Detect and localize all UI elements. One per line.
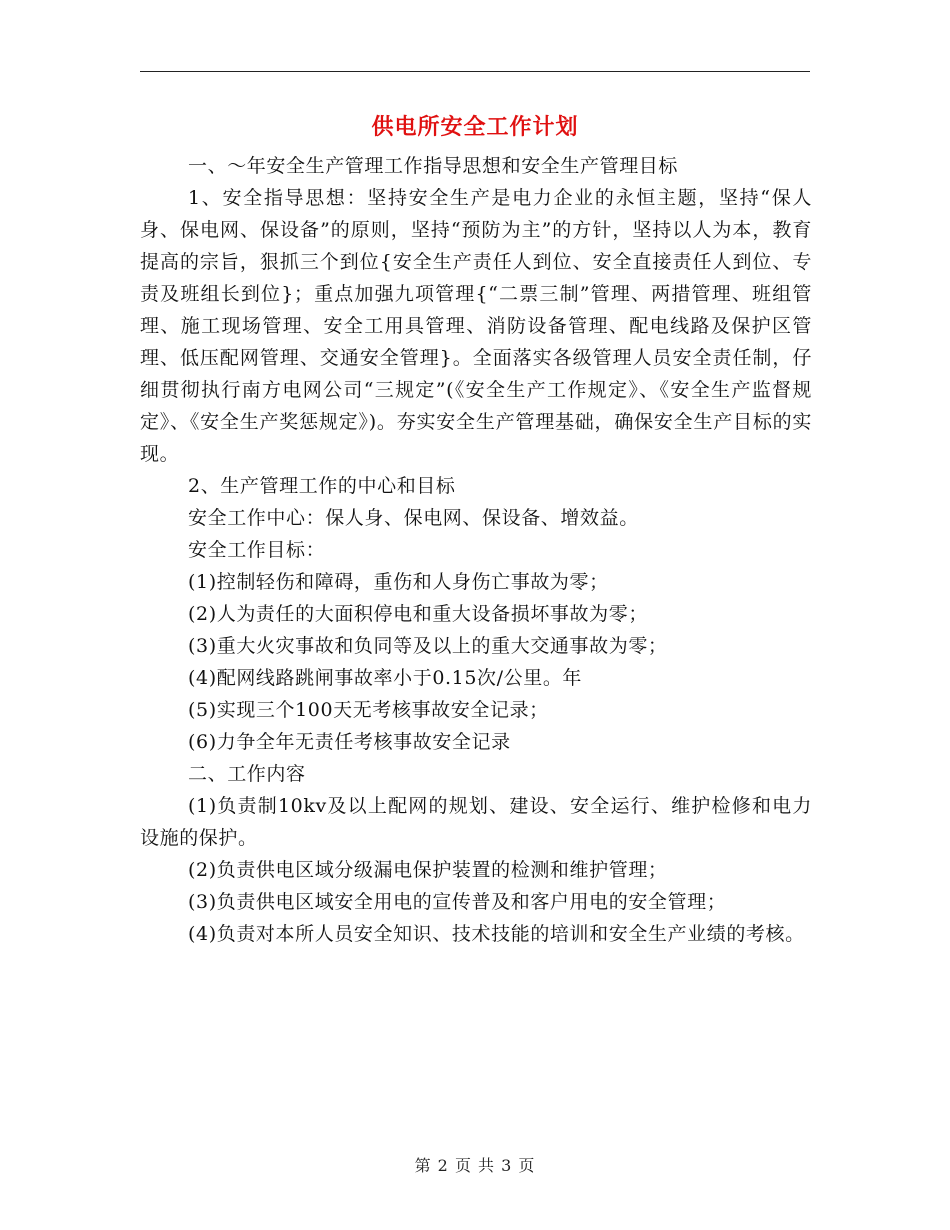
page-footer: 第 2 页 共 3 页: [414, 1156, 536, 1175]
list-item: (1)负责制10kv及以上配网的规划、建设、安全运行、维护检修和电力设施的保护。: [140, 795, 812, 849]
list-item: (5)实现三个100天无考核事故安全记录；: [188, 699, 549, 721]
list-item: (4)配网线路跳闸事故率小于0.15次/公里。年: [188, 667, 583, 689]
list-item: (6)力争全年无责任考核事故安全记录: [188, 731, 511, 753]
subsection-heading: 2、生产管理工作的中心和目标: [188, 475, 456, 497]
header-rule: [140, 71, 810, 72]
paragraph: 安全工作目标：: [188, 539, 326, 561]
list-item: (2)人为责任的大面积停电和重大设备损坏事故为零；: [188, 603, 648, 625]
document-title: 供电所安全工作计划: [371, 115, 579, 140]
list-item: (3)负责供电区域安全用电的宣传普及和客户用电的安全管理；: [188, 891, 727, 913]
list-item: (1)控制轻伤和障碍，重伤和人身伤亡事故为零；: [188, 571, 609, 593]
paragraph: 安全工作中心：保人身、保电网、保设备、增效益。: [188, 507, 639, 529]
section-heading: 二、工作内容: [188, 763, 306, 785]
section-heading: 一、～年安全生产管理工作指导思想和安全生产管理目标: [188, 155, 679, 177]
list-item: (4)负责对本所人员安全知识、技术技能的培训和安全生产业绩的考核。: [188, 923, 805, 945]
paragraph: 1、安全指导思想：坚持安全生产是电力企业的永恒主题，坚持“保人身、保电网、保设备”的原则，坚持“预防为主”的方针，坚持以人为本，教育提高的宗旨，狠抓三个到位{安全生产责任人到位、安全直接责任人到位、专责及班组长到位}；重点加强九项管理{“二票三制”管理、两措管理、班组管理、施工现场管理、安全工用具管理、消防设备管理、配电线路及保护区管理、低压配网管理、交通安全管理}。全面落实各级管理人员安全责任制，仔细贯彻执行南方电网公司“三规定”(《安全生产工作规定》、《安全生产监督规定》、《安全生产奖惩规定》)。夯实安全生产管理基础，确保安全生产目标的实现。: [140, 187, 812, 465]
list-item: (2)负责供电区域分级漏电保护装置的检测和维护管理；: [188, 859, 668, 881]
document-body: [140, 150, 812, 950]
list-item: (3)重大火灾事故和负同等及以上的重大交通事故为零；: [188, 635, 668, 657]
